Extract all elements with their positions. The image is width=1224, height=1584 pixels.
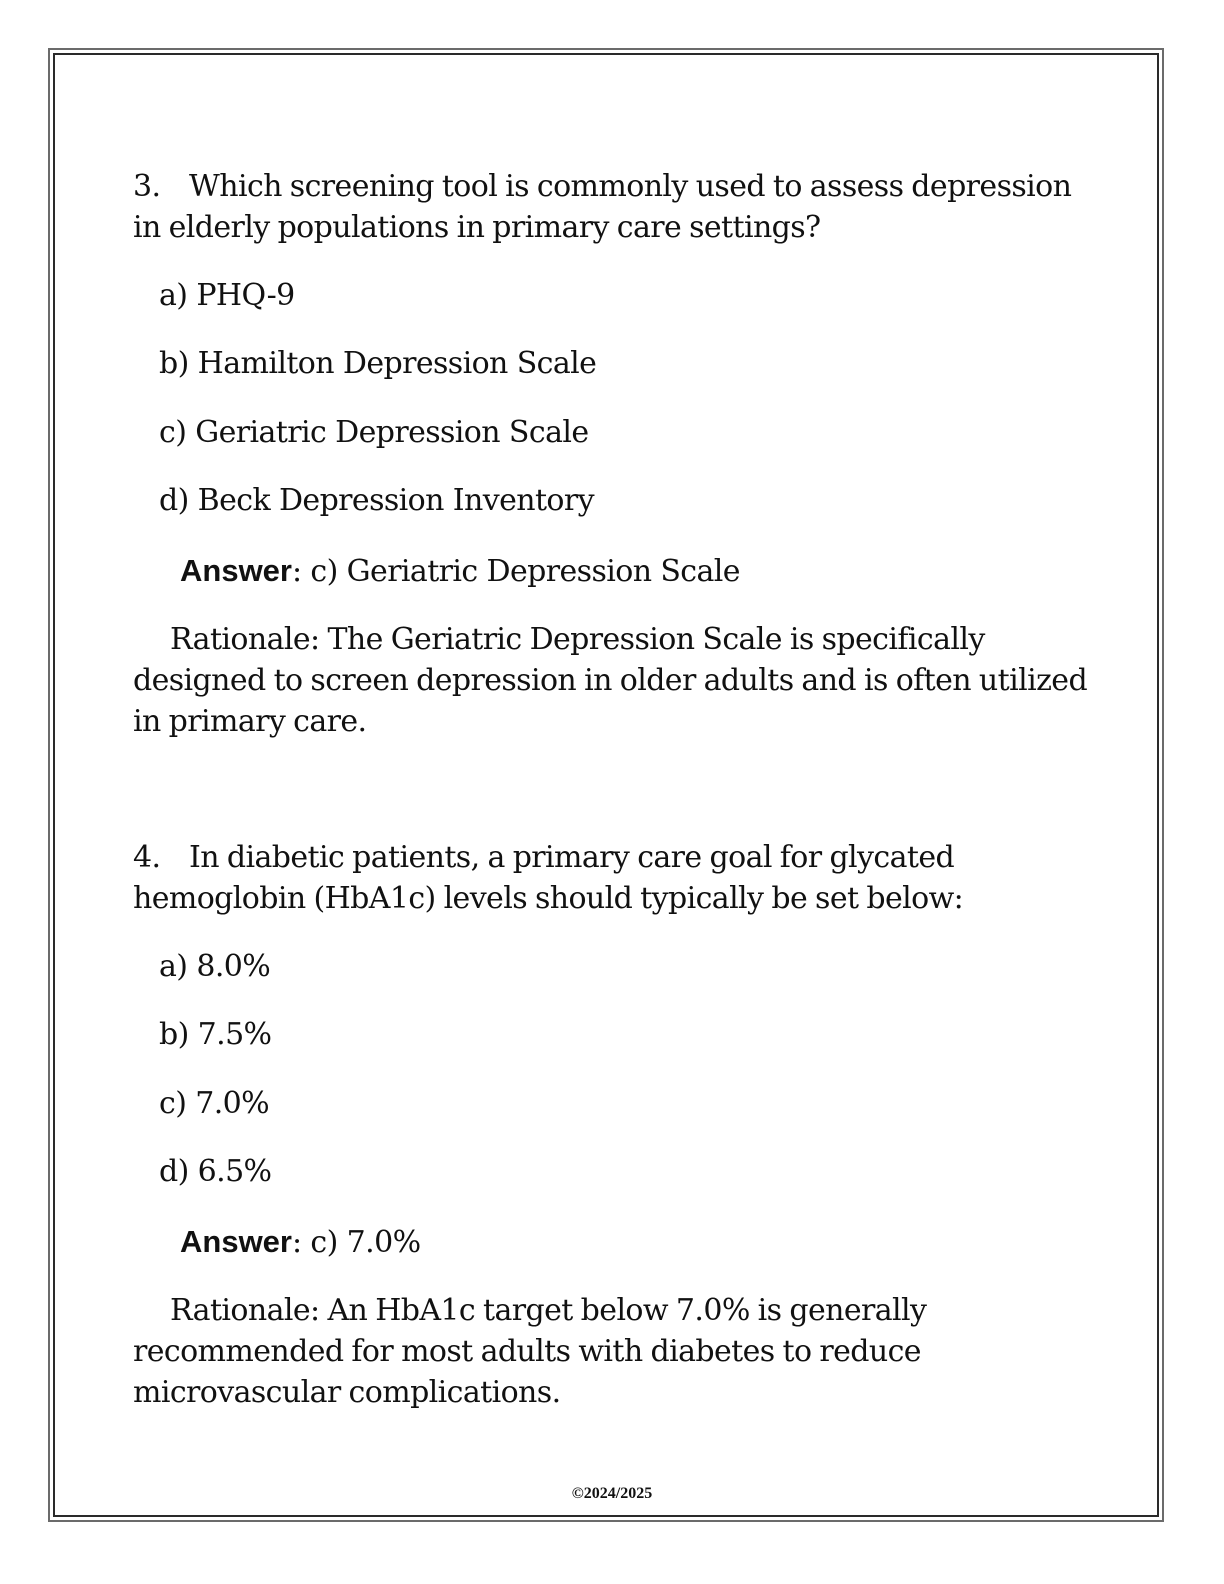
option-d: d) Beck Depression Inventory <box>159 483 594 518</box>
rationale <box>133 1290 1093 1413</box>
copyright-footer: ©2024/2025 <box>571 1485 653 1502</box>
question-3 <box>133 166 1093 248</box>
rationale-text: Rationale: The Geriatric Depression Scale is specifically designed to screen depression in older adults and is often utilized in primary care. <box>133 622 1088 739</box>
option-b: b) Hamilton Depression Scale <box>159 346 597 381</box>
option-c: c) 7.0% <box>159 1086 270 1121</box>
answer-line <box>180 550 740 592</box>
question-text: Which screening tool is commonly used to assess depression in elderly populations in primary care settings? <box>133 169 1072 245</box>
rationale-text: Rationale: An HbA1c target below 7.0% is generally recommended for most adults with diabetes to reduce microvascular complications. <box>133 1293 927 1410</box>
question-number: 3. <box>133 169 161 204</box>
option-b: b) 7.5% <box>159 1017 272 1052</box>
answer-line <box>180 1221 421 1263</box>
option-c: c) Geriatric Depression Scale <box>159 415 589 450</box>
option-a: a) PHQ-9 <box>159 278 295 313</box>
answer-label: Answer <box>180 1224 292 1259</box>
answer-label: Answer <box>180 553 292 588</box>
question-4 <box>133 837 1093 919</box>
question-text: In diabetic patients, a primary care goal for glycated hemoglobin (HbA1c) levels should typically be set below: <box>133 840 964 916</box>
option-d: d) 6.5% <box>159 1154 272 1189</box>
answer-text: : c) Geriatric Depression Scale <box>291 554 740 589</box>
rationale <box>133 619 1093 742</box>
option-a: a) 8.0% <box>159 949 271 984</box>
answer-text: : c) 7.0% <box>291 1225 421 1260</box>
question-number: 4. <box>133 840 161 875</box>
